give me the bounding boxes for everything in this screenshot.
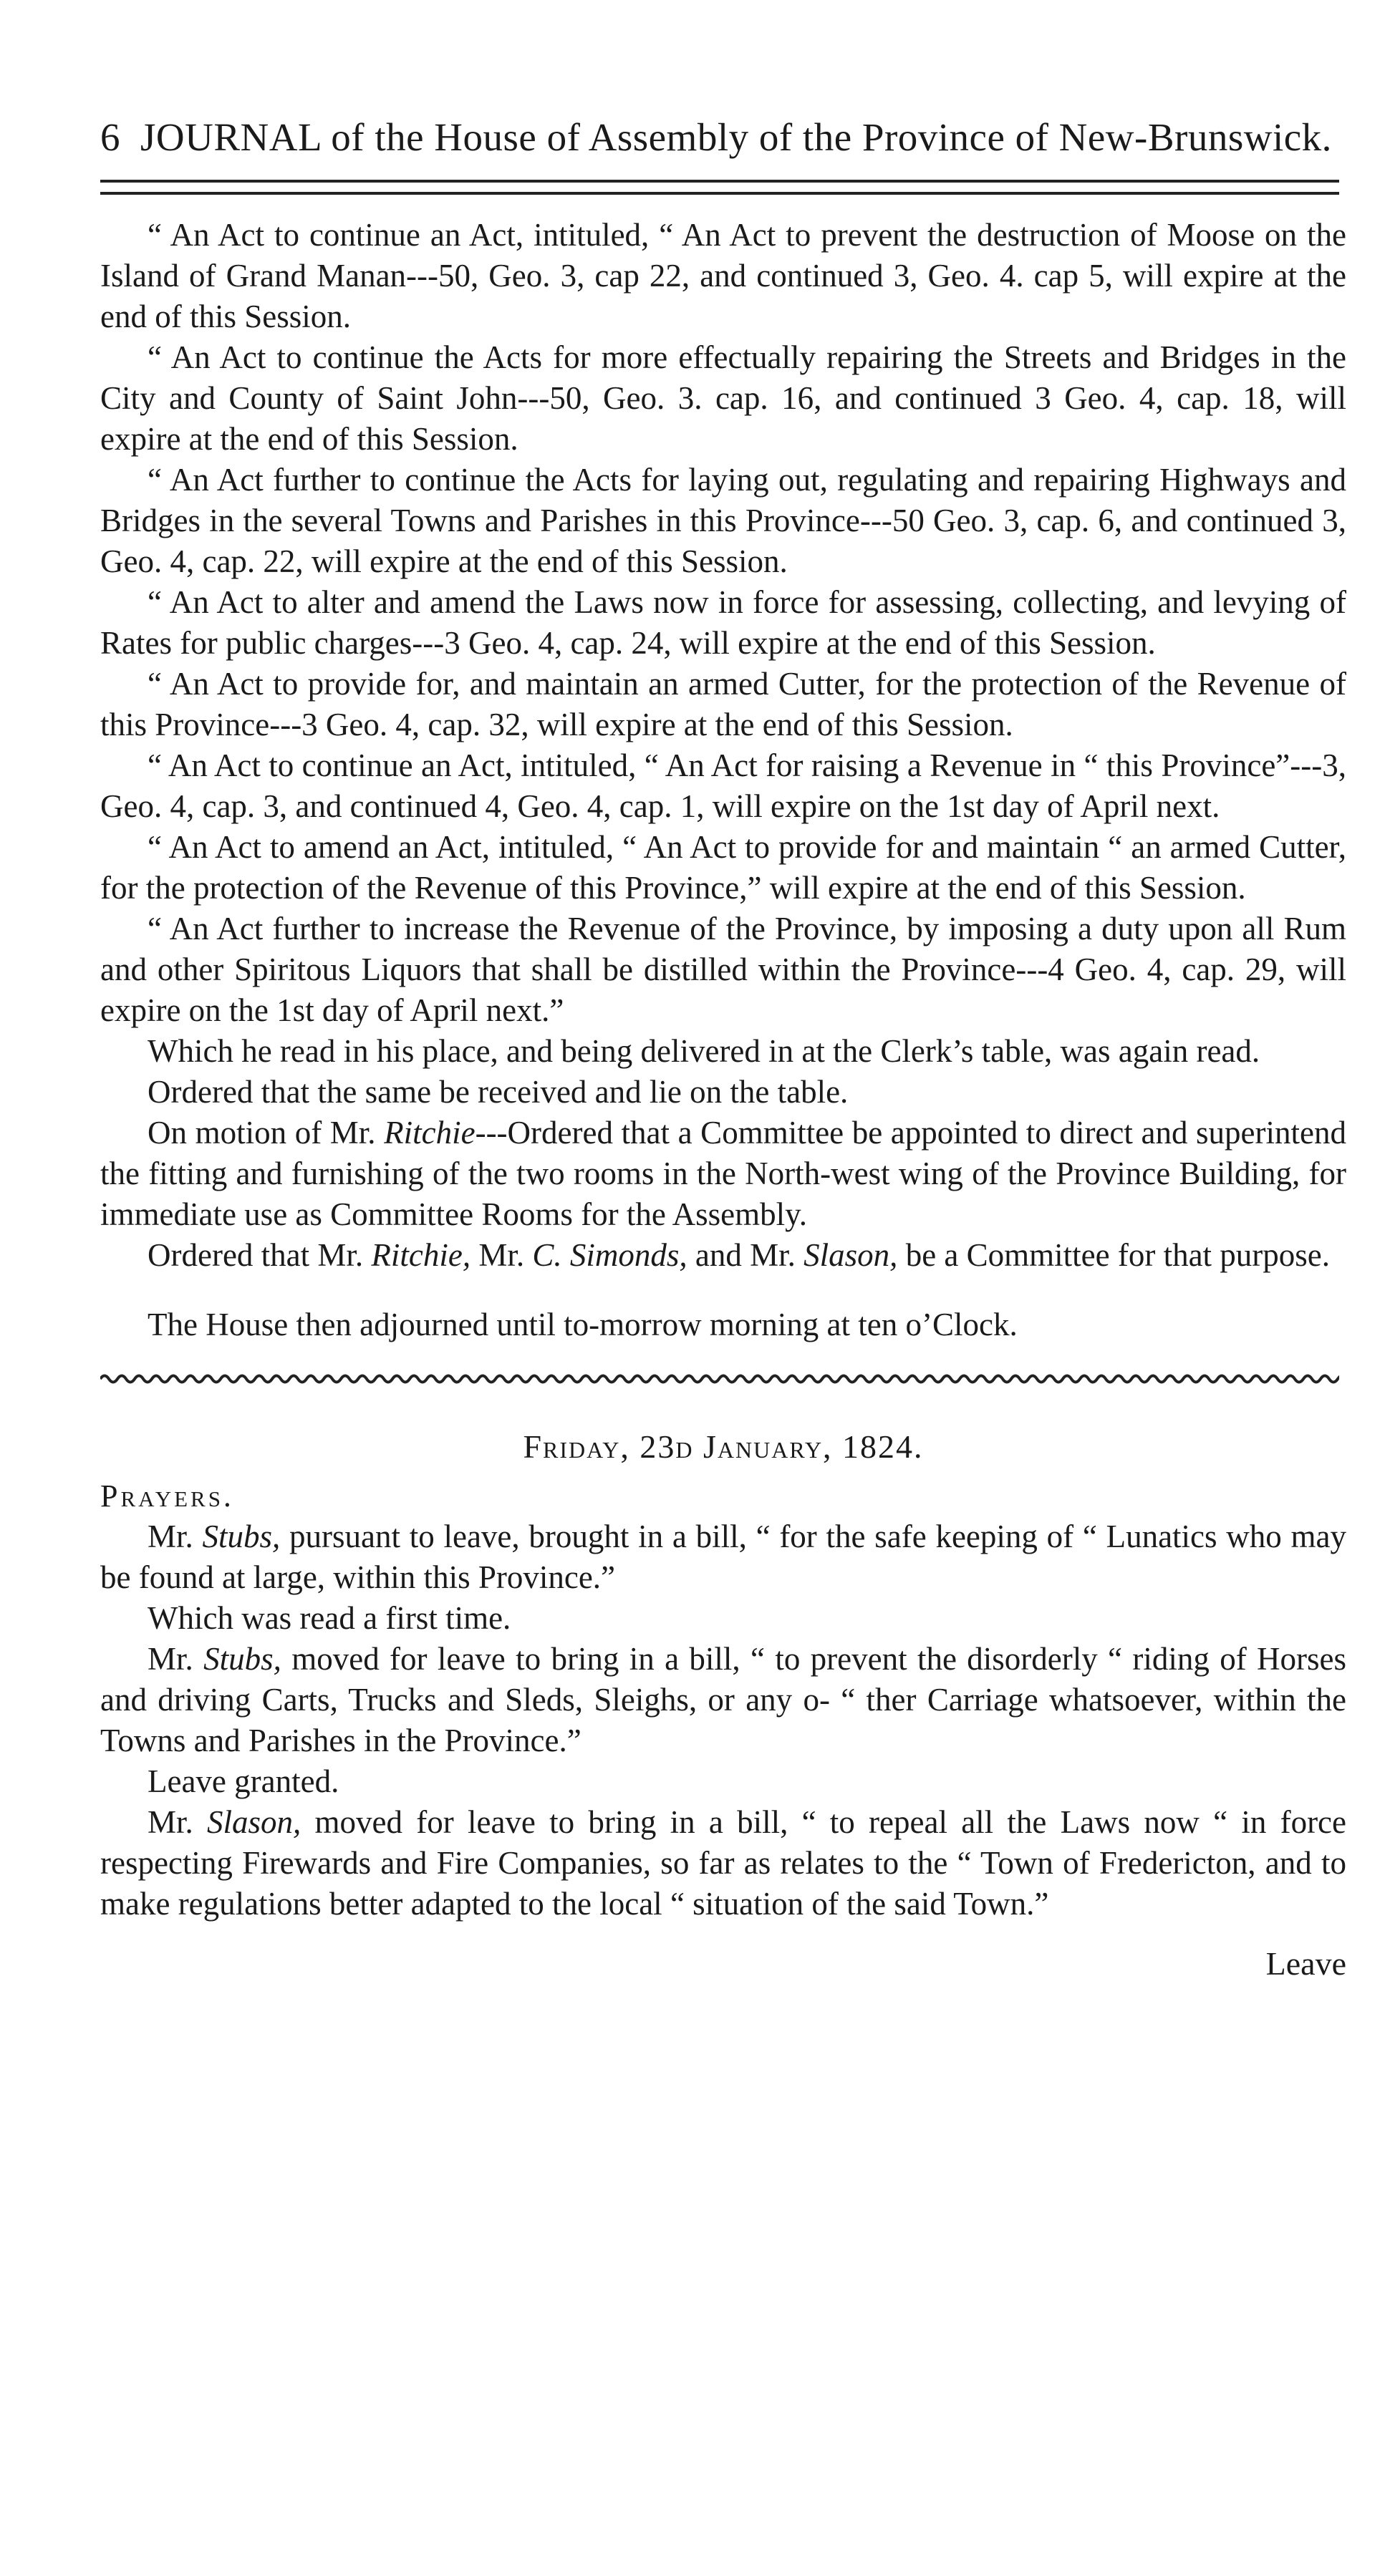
committee-text: be a Committee for that purpose. <box>897 1237 1331 1273</box>
member-name: Slason, <box>207 1804 301 1840</box>
journal-body <box>100 215 1346 1345</box>
page-title: JOURNAL of the House of Assembly of the Province of New-Brunswick. <box>140 115 1332 159</box>
catchword: Leave <box>1265 1945 1346 1982</box>
act-paragraph: “ An Act further to continue the Acts for laying out, regulating and repairing Highways and Bridges in the several Towns and Parishes in this Province---50 Geo. 3, cap. 6, and continued 3, Geo. 4, cap. 22, will expire at the end of this Session. <box>100 462 1346 579</box>
committee-text: Mr. <box>470 1237 533 1273</box>
adjourn-paragraph: The House then adjourned until to-morrow morning at ten o’Clock. <box>148 1307 1018 1342</box>
member-name: Slason, <box>804 1237 898 1273</box>
act-paragraph: “ An Act to continue the Acts for more effectually repairing the Streets and Bridges in the City and County of Saint John---50, Geo. 3. cap. 16, and continued 3 Geo. 4, cap. 18, will expire at the end of this Session. <box>100 339 1346 457</box>
member-name: Ritchie, <box>371 1237 471 1273</box>
member-name: Stubs, <box>202 1519 281 1554</box>
slason-motion-paragraph <box>100 1802 1346 1924</box>
prayers-heading: Prayers. <box>100 1478 234 1514</box>
stubs-motion-paragraph <box>100 1639 1346 1761</box>
committee-text: and Mr. <box>687 1237 804 1273</box>
para-text: Mr. <box>148 1519 203 1554</box>
journal-page <box>100 115 1346 1984</box>
para-text: moved for leave to bring in a bill, “ to prevent the disorderly “ riding of Horses and driving Carts, Trucks and Sleds, Sleighs, or any o- “ ther Carriage whatsoever, within the Towns and Parishes in the Province.” <box>100 1641 1346 1758</box>
committee-text: Ordered that Mr. <box>148 1237 372 1273</box>
committee-paragraph <box>100 1235 1346 1276</box>
member-name: Stubs, <box>203 1641 281 1677</box>
act-paragraph: “ An Act to amend an Act, intituled, “ An Act to provide for and maintain “ an armed Cutter, for the protection of the Revenue of this Province,” will expire at the end of this Session. <box>100 829 1346 906</box>
motion-ritchie-paragraph <box>100 1113 1346 1235</box>
act-paragraph: “ An Act to alter and amend the Laws now in force for assessing, collecting, and levying of Rates for public charges---3 Geo. 4, cap. 24, will expire at the end of this Session. <box>100 584 1346 661</box>
running-head <box>100 115 1346 160</box>
motion-post: ---Ordered that a Committee be appointed to direct and superintend the fitting and furnishing of the two rooms in the North-west wing of the Province Building, for immediate use as Committee Rooms for the Assembly. <box>100 1115 1346 1232</box>
para-text: Mr. <box>148 1804 208 1840</box>
section-wavy-rule <box>100 1371 1339 1387</box>
act-paragraph: “ An Act to provide for, and maintain an armed Cutter, for the protection of the Revenue of this Province---3 Geo. 4, cap. 32, will expire at the end of this Session. <box>100 666 1346 742</box>
dateline: Friday, 23d January, 1824. <box>523 1428 924 1465</box>
motion-pre: On motion of Mr. <box>148 1115 385 1151</box>
page-number: 6 <box>100 115 120 159</box>
read-paragraph: Which he read in his place, and being delivered in at the Clerk’s table, was again read. <box>148 1033 1260 1069</box>
act-paragraph: “ An Act further to increase the Revenue of the Province, by imposing a duty upon all Rum and other Spiritous Liquors that shall be distilled within the Province---4 Geo. 4, cap. 29, will expire on the 1st day of April next.” <box>100 911 1346 1028</box>
stubs-bill-paragraph <box>100 1516 1346 1598</box>
para-text: Mr. <box>148 1641 204 1677</box>
member-name: C. Simonds, <box>532 1237 687 1273</box>
leave-granted-paragraph: Leave granted. <box>148 1763 339 1799</box>
act-paragraph: “ An Act to continue an Act, intituled, “ An Act for raising a Revenue in “ this Province”---3, Geo. 4, cap. 3, and continued 4, Geo. 4, cap. 1, will expire on the 1st day of April next. <box>100 747 1346 824</box>
journal-body-friday <box>100 1476 1346 1984</box>
member-name: Ritchie <box>384 1115 476 1151</box>
para-text: pursuant to leave, brought in a bill, “ for the safe keeping of “ Lunatics who may be found at large, within this Province.” <box>100 1519 1346 1595</box>
para-text: moved for leave to bring in a bill, “ to repeal all the Laws now “ in force respecting Firewards and Fire Companies, so far as relates to the “ Town of Fredericton, and to make regulations better adapted to the local “ situation of the said Town.” <box>100 1804 1346 1922</box>
act-paragraph: “ An Act to continue an Act, intituled, “ An Act to prevent the destruction of Moose on the Island of Grand Manan---50, Geo. 3, cap 22, and continued 3, Geo. 4. cap 5, will expire at the end of this Session. <box>100 217 1346 334</box>
ordered-paragraph: Ordered that the same be received and lie on the table. <box>148 1074 849 1110</box>
first-reading-paragraph: Which was read a first time. <box>148 1600 511 1636</box>
header-double-rule <box>100 180 1339 195</box>
